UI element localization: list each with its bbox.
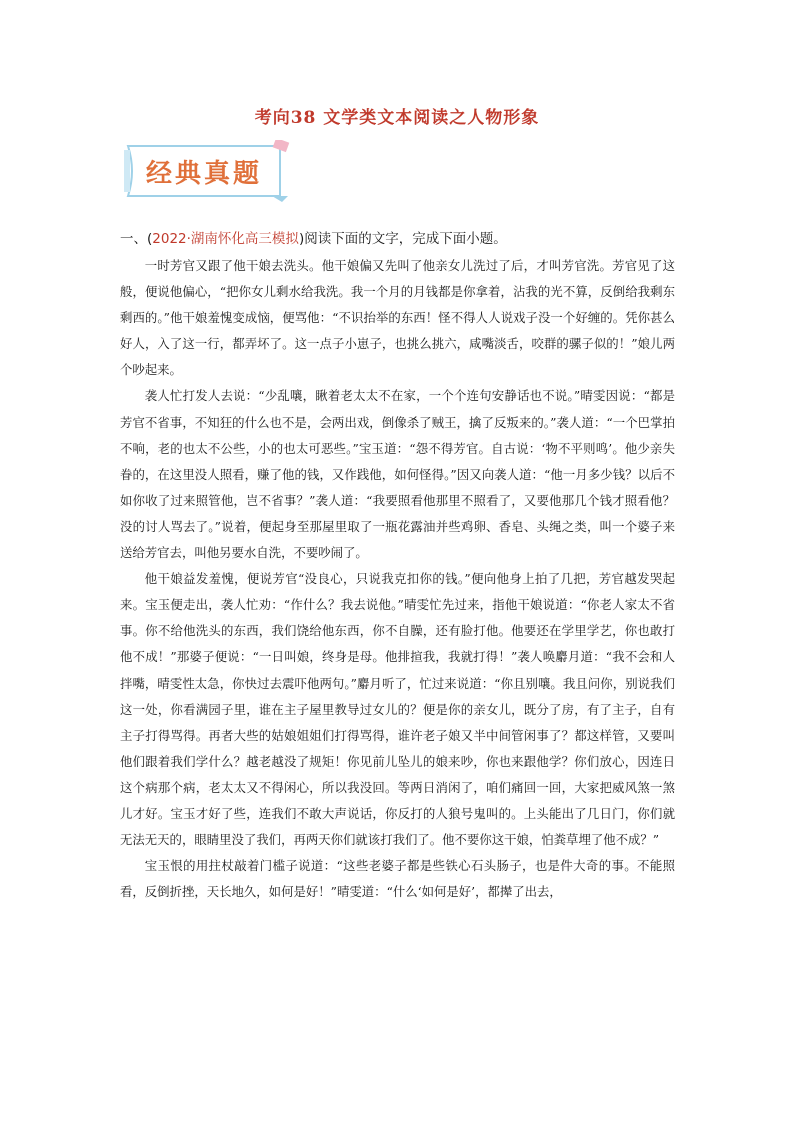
paragraph: 宝玉恨的用拄杖敲着门槛子说道：“这些老婆子都是些铁心石头肠子，也是件大奇的事。不能照看，反倒折挫，天长地久，如何是好！”晴雯道：“什么‘如何是好’，都撵了出去，: [120, 858, 675, 900]
page-title: 考向38 文学类文本阅读之人物形象: [254, 108, 540, 128]
question-prefix: 一、(: [120, 231, 153, 247]
question-header: [120, 227, 507, 247]
paragraph: 他干娘益发羞愧，便说芳官“没良心，只说我克扣你的钱。”便向他身上拍了几把，芳官越发哭起来。宝玉便走出，袭人忙劝：“作什么？我去说他。”晴雯忙先过来，指他干娘说道：“你老人家太不省事。你不给他洗头的东西，我们饶给他东西，你不自臊，还有脸打他。他要还在学里学艺，你也敢打他不成！”那婆子便说：“一日叫娘，终身是母。他排揎我，我就打得！”袭人唤麝月道：“我不会和人拌嘴，晴雯性太急，你快过去震吓他两句。”麝月听了，忙过来说道：“你且别嚷。我且问你，别说我们这一处，你看满园子里，谁在主子屋里教导过女儿的？便是你的亲女儿，既分了房，有了主子，自有主子打得骂得。再者大些的姑娘姐姐们打得骂得，谁许老子娘又半中间管闲事了？都这样管，又要叫他们跟着我们学什么？越老越没了规矩！你见前儿坠儿的娘来吵，你也来跟他学？你们放心，因连日这个病那个病，老太太又不得闲心，所以我没回。等两日消闲了，咱们痛回一回，大家把威风煞一煞儿才好。宝玉才好了些，连我们不敢大声说话，你反打的人狼号鬼叫的。上头能出了几日门，你们就无法无天的，眼睛里没了我们，再两天你们就该打我们了。他不要你这干娘，怕粪草埋了他不成？”: [120, 571, 675, 848]
paragraph: 袭人忙打发人去说：“少乱嚷，瞅着老太太不在家，一个个连句安静话也不说。”晴雯因说：“都是芳官不省事，不知狂的什么也不是，会两出戏，倒像杀了贼王，擒了反叛来的。”袭人道：“一个巴掌拍不响，老的也太不公些，小的也太可恶些。”宝玉道：“怨不得芳官。自古说：‘物不平则鸣’。他少亲失眷的，在这里没人照看，赚了他的钱，又作践他，如何怪得。”因又向袭人道：“他一月多少钱？以后不如你收了过来照管他，岂不省事？”袭人道：“我要照看他那里不照看了，又要他那几个钱才照看他？没的讨人骂去了。”说着，便起身至那屋里取了一瓶花露油并些鸡卵、香皂、头绳之类，叫一个婆子来送给芳官去，叫他另要水自洗，不要吵闹了。: [120, 388, 675, 561]
question-source: 2022·湖南怀化高三模拟: [152, 231, 299, 247]
passage: [120, 253, 675, 905]
section-banner: [122, 140, 298, 202]
paragraph: 一时芳官又跟了他干娘去洗头。他干娘偏又先叫了他亲女儿洗过了后，才叫芳官洗。芳官见了这般，便说他偏心，“把你女儿剩水给我洗。我一个月的月钱都是你拿着，沾我的光不算，反倒给我剩东剩西的。”他干娘羞愧变成恼，便骂他：“不识抬举的东西！怪不得人人说戏子没一个好缠的。凭你甚么好人，入了这一行，都弄坏了。这一点子小崽子，也挑么挑六，咸嘴淡舌，咬群的骡子似的！”娘儿两个吵起来。: [120, 258, 675, 378]
question-instruction: )阅读下面的文字，完成下面小题。: [298, 231, 507, 247]
banner-label: 经典真题: [146, 159, 263, 189]
